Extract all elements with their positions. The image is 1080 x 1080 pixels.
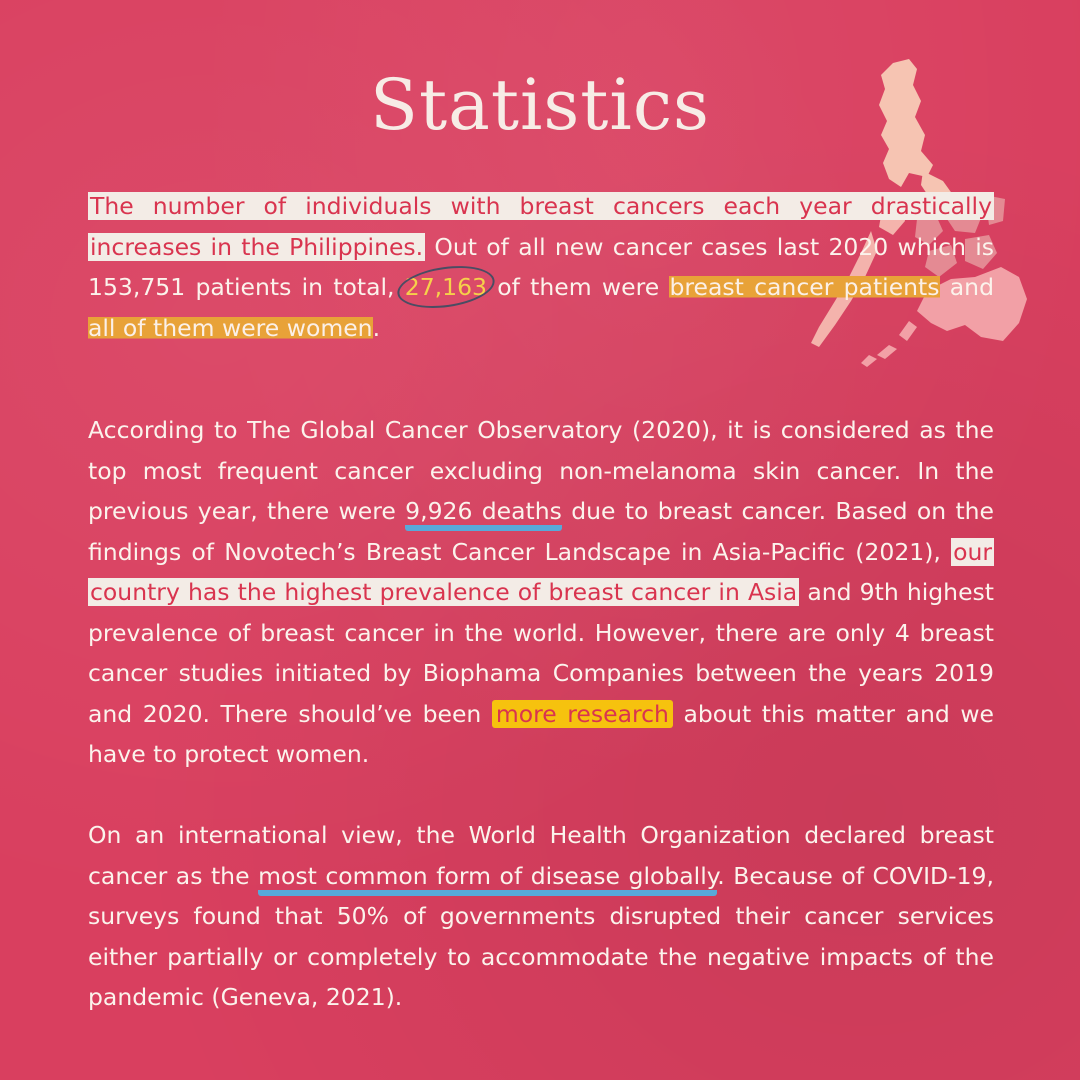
body-text: . Because of COVID-19, surveys found that 50% of governments disrupted their cancer services either partially or completely to accommodate the negative impacts of the pandemic (Geneva, 2021).	[88, 861, 994, 1011]
page-title: Statistics	[370, 64, 710, 146]
highlight-orange-text: all of them were women	[88, 313, 373, 342]
body-text: of them were	[487, 273, 670, 301]
body-text: According to The Global Cancer Observatory (2020), it is considered as the top most frequent cancer excluding non-melanoma skin cancer. In the previous year, there were	[88, 416, 994, 525]
circled-number: 27,163	[404, 273, 487, 301]
paragraph-who-international-view	[88, 815, 994, 1018]
body-text: and 9th highest prevalence of breast cancer in the world. However, there are only 4 breast cancer studies initiated by Biophama Companies between the years 2019 and 2020. There should’ve been	[88, 578, 994, 728]
underline-blue-text: 9,926 deaths	[405, 497, 562, 531]
paragraph-breast-cancer-cases	[88, 186, 994, 348]
highlight-yellow-text: more research	[492, 700, 673, 728]
body-text: On an international view, the World Health Organization declared breast cancer as the	[88, 821, 994, 890]
body-text: Out of all new cancer cases last 2020 which is 153,751 patients in total,	[88, 232, 994, 301]
underline-blue-text: most common form of disease globally	[258, 862, 717, 896]
body-text: due to breast cancer. Based on the findings of Novotech’s Breast Cancer Landscape in Asia-Pacific (2021),	[88, 497, 995, 566]
body-text: about this matter and we have to protect women.	[88, 699, 994, 768]
highlight-white-text: our country has the highest prevalence of breast cancer in Asia	[90, 537, 992, 606]
paragraph-global-cancer-observatory	[88, 410, 994, 775]
body-text: .	[372, 313, 381, 342]
body-text: and	[939, 273, 994, 301]
highlight-white-text: The number of individuals with breast cancers each year drastically increases in the Philippines.	[90, 192, 992, 261]
highlight-orange-text: breast cancer patients	[669, 273, 940, 301]
